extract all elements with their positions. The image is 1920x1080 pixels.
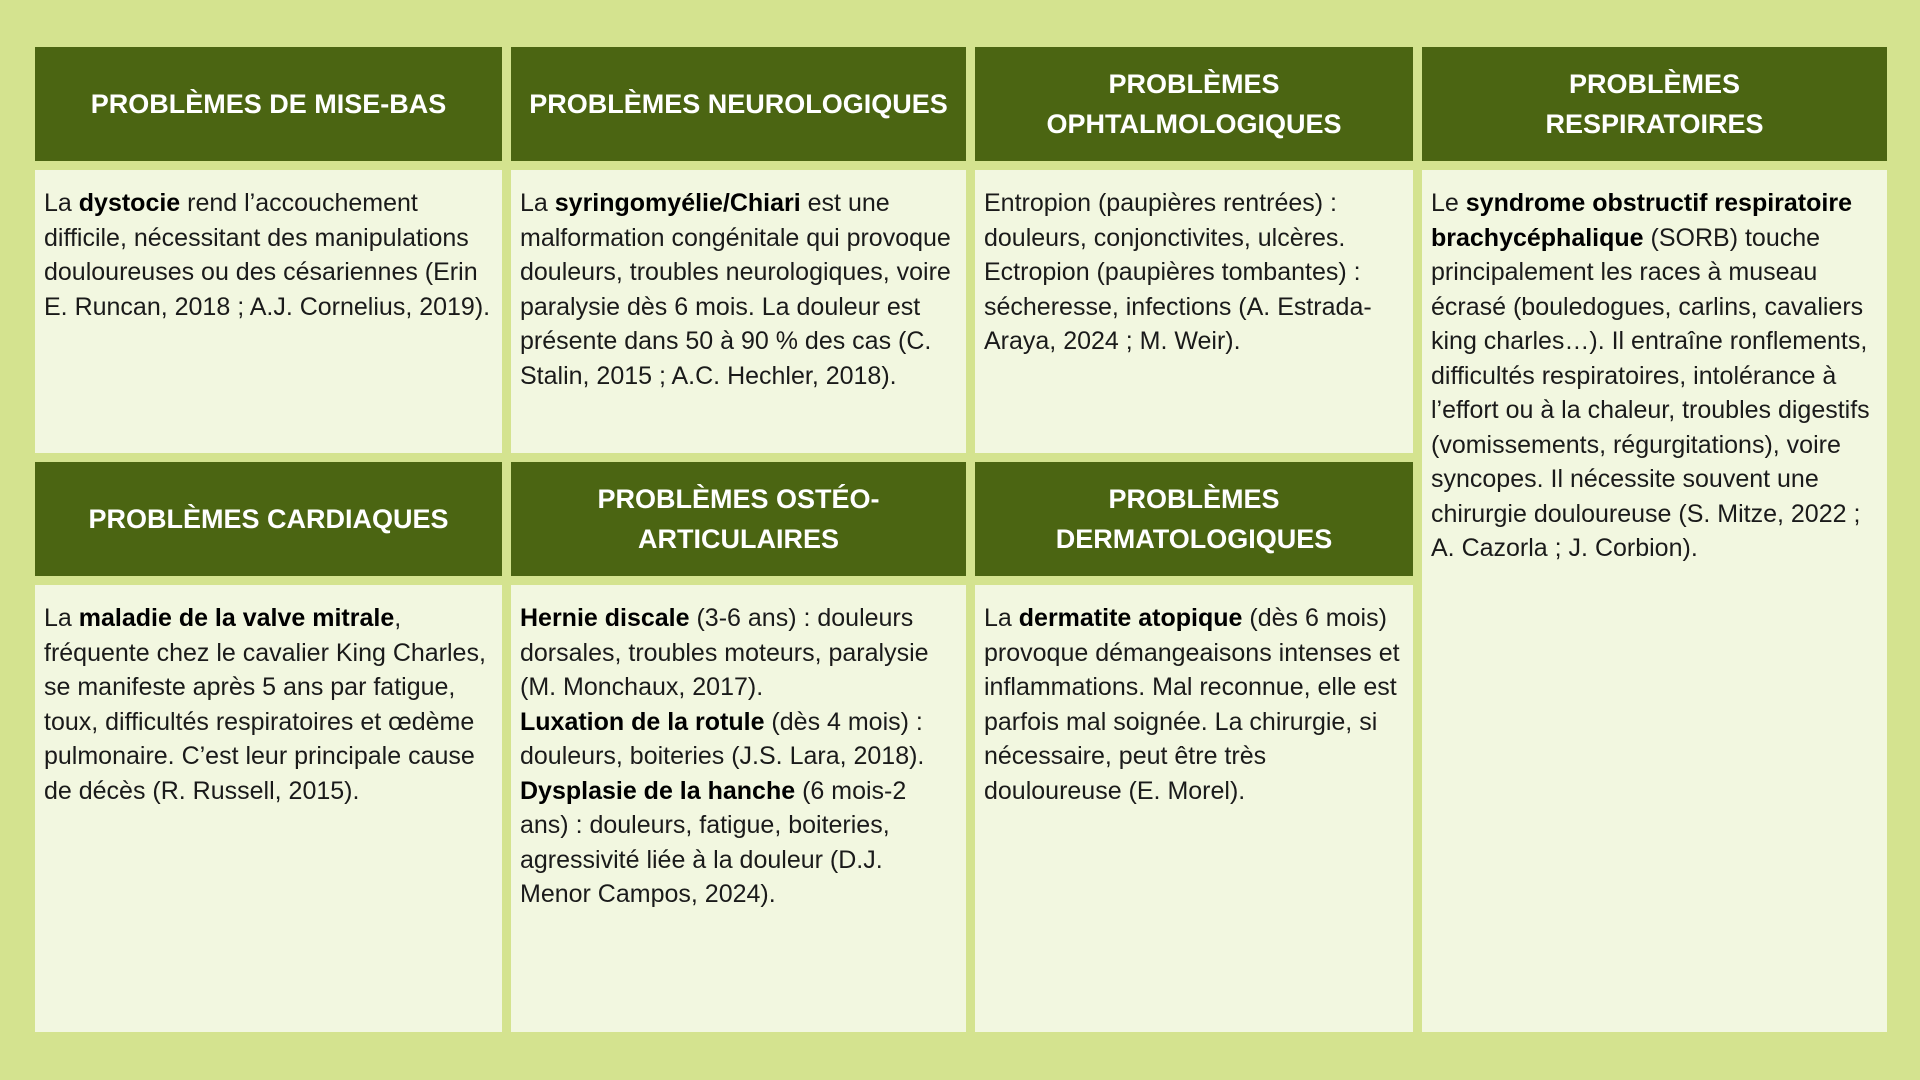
ophtalmo-text: Entropion (paupières rentrées) : douleurs, conjonctivites, ulcères. Ectropion (paupières tombantes) : sécheresse, infections (A. Estrada-Araya, 2024 ; M. Weir).	[984, 189, 1372, 355]
cell-ophtalmologiques	[975, 170, 1413, 453]
dermato-pre: La	[984, 604, 1019, 632]
cell-dermatologiques	[975, 585, 1413, 1032]
osteo-item-term: Luxation de la rotule	[520, 707, 765, 736]
resp-text: (SORB) touche principalement les races à museau écrasé (bouledogues, carlins, cavaliers king charles…). Il entraîne ronflements, difficultés respiratoires, intolérance à l’effort ou à la chaleur, troubles digestifs (vomissements, régurgitations), voire syncopes. Il nécessite souvent une chirurgie douloureuse (S. Mitze, 2022 ; A. Cazorla ; J. Corbion).	[1431, 223, 1870, 562]
osteo-item-text: (dès 4 mois) : douleurs, boiteries (J.S. Lara, 2018).	[520, 707, 925, 770]
cardio-term: maladie de la valve mitrale	[78, 604, 395, 632]
header-respiratoires: PROBLÈMES RESPIRATOIRES	[1422, 47, 1887, 161]
osteo-item	[520, 601, 957, 705]
header-dermatologiques: PROBLÈMES DERMATOLOGIQUES	[975, 462, 1413, 576]
cardio-pre: La	[44, 604, 79, 632]
osteo-item-term: Hernie discale	[520, 604, 690, 632]
neuro-text: est une malformation congénitale qui provoque douleurs, troubles neurologiques, voire paralysie dès 6 mois. La douleur est présente dans 50 à 90 % des cas (C. Stalin, 2015 ; A.C. Hechler, 2018).	[520, 189, 951, 390]
header-ophtalmologiques: PROBLÈMES OPHTALMOLOGIQUES	[975, 47, 1413, 161]
resp-pre: Le	[1431, 189, 1466, 217]
dermato-term: dermatite atopique	[1018, 604, 1243, 632]
resp-term: syndrome obstructif respiratoire brachycéphalique	[1431, 189, 1852, 252]
mise-bas-term: dystocie	[78, 189, 181, 217]
cell-respiratoires	[1422, 170, 1887, 1032]
mise-bas-pre: La	[44, 189, 79, 217]
header-neurologiques: PROBLÈMES NEUROLOGIQUES	[511, 47, 966, 161]
cell-mise-bas	[35, 170, 502, 453]
osteo-item-term: Dysplasie de la hanche	[520, 776, 796, 805]
header-cardiaques: PROBLÈMES CARDIAQUES	[35, 462, 502, 576]
cell-cardiaques	[35, 585, 502, 1032]
mise-bas-text: rend l’accouchement difficile, nécessitant des manipulations douloureuses ou des césariennes (Erin E. Runcan, 2018 ; A.J. Cornelius, 2019).	[44, 189, 491, 321]
neuro-term: syringomyélie/Chiari	[554, 189, 801, 217]
neuro-pre: La	[520, 189, 555, 217]
dermato-text: (dès 6 mois) provoque démangeaisons intenses et inflammations. Mal reconnue, elle est parfois mal soignée. La chirurgie, si nécessaire, peut être très douloureuse (E. Morel).	[984, 604, 1400, 805]
osteo-item	[520, 705, 957, 774]
osteo-item	[520, 774, 957, 912]
osteo-item-text: (6 mois-2 ans) : douleurs, fatigue, boiteries, agressivité liée à la douleur (D.J. Menor Campos, 2024).	[520, 776, 907, 908]
problems-table	[35, 47, 1885, 1033]
cell-osteo-articulaires	[511, 585, 966, 1032]
cardio-text: , fréquente chez le cavalier King Charles, se manifeste après 5 ans par fatigue, toux, difficultés respiratoires et œdème pulmonaire. C’est leur principale cause de décès (R. Russell, 2015).	[44, 604, 486, 805]
osteo-item-text: (3-6 ans) : douleurs dorsales, troubles moteurs, paralysie (M. Monchaux, 2017).	[520, 604, 929, 701]
header-mise-bas: PROBLÈMES DE MISE-BAS	[35, 47, 502, 161]
cell-neurologiques	[511, 170, 966, 453]
header-osteo-articulaires: PROBLÈMES OSTÉO-ARTICULAIRES	[511, 462, 966, 576]
